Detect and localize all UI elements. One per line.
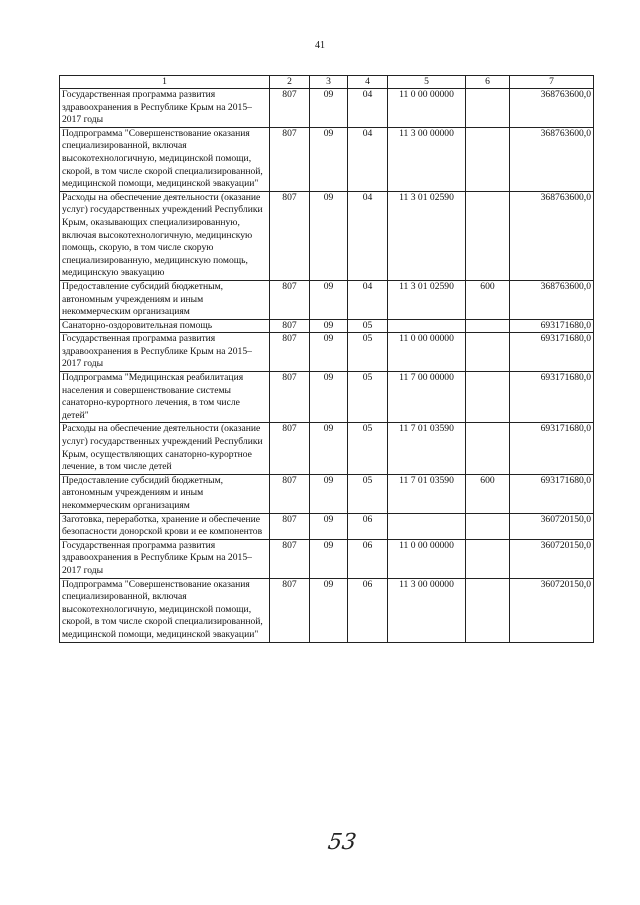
row-amount-cell: 693171680,0 [510, 333, 594, 372]
header-col-7: 7 [510, 76, 594, 89]
row-amount-cell: 360720150,0 [510, 578, 594, 642]
row-col-5-cell: 11 0 00 00000 [388, 89, 466, 128]
row-col-6-cell [466, 372, 510, 423]
row-col-2-cell: 807 [270, 372, 310, 423]
table-row [60, 372, 594, 423]
row-col-6-cell: 600 [466, 474, 510, 513]
table-row [60, 191, 594, 280]
row-col-2-cell: 807 [270, 423, 310, 474]
row-col-5-cell [388, 319, 466, 333]
row-col-5-cell: 11 0 00 00000 [388, 539, 466, 578]
row-col-6-cell [466, 191, 510, 280]
row-name-cell: Государственная программа развития здравоохранения в Республике Крым на 2015–2017 годы [60, 539, 270, 578]
row-amount-cell: 360720150,0 [510, 539, 594, 578]
row-col-5-cell: 11 7 01 03590 [388, 423, 466, 474]
row-col-6-cell [466, 578, 510, 642]
row-col-3-cell: 09 [310, 423, 348, 474]
header-col-4: 4 [348, 76, 388, 89]
table-row [60, 89, 594, 128]
row-col-5-cell: 11 3 00 00000 [388, 578, 466, 642]
row-col-3-cell: 09 [310, 89, 348, 128]
row-col-4-cell: 04 [348, 89, 388, 128]
table-row [60, 423, 594, 474]
row-col-3-cell: 09 [310, 578, 348, 642]
row-col-2-cell: 807 [270, 280, 310, 319]
row-name-cell: Предоставление субсидий бюджетным, автономным учреждениям и иным некоммерческим организациям [60, 474, 270, 513]
row-col-2-cell: 807 [270, 191, 310, 280]
row-col-5-cell: 11 7 00 00000 [388, 372, 466, 423]
row-col-6-cell [466, 127, 510, 191]
page-number: 41 [315, 40, 325, 51]
table-header-row [60, 76, 594, 89]
row-name-cell: Подпрограмма "Медицинская реабилитация населения и совершенствование системы санаторно-курортного лечения, в том числе детей" [60, 372, 270, 423]
row-col-4-cell: 05 [348, 333, 388, 372]
row-col-3-cell: 09 [310, 191, 348, 280]
table-row [60, 539, 594, 578]
table-row [60, 333, 594, 372]
row-col-3-cell: 09 [310, 319, 348, 333]
header-col-5: 5 [388, 76, 466, 89]
table-row [60, 513, 594, 539]
table-row [60, 319, 594, 333]
row-amount-cell: 693171680,0 [510, 423, 594, 474]
row-amount-cell: 368763600,0 [510, 89, 594, 128]
budget-table [59, 75, 594, 643]
row-col-4-cell: 06 [348, 513, 388, 539]
row-col-5-cell [388, 513, 466, 539]
row-col-5-cell: 11 3 00 00000 [388, 127, 466, 191]
row-col-6-cell [466, 539, 510, 578]
row-col-4-cell: 05 [348, 372, 388, 423]
row-name-cell: Расходы на обеспечение деятельности (оказание услуг) государственных учреждений Республики Крым, оказывающих специализированную, включая высокотехнологичную, медицинскую помощь, скорую, в том числе скорую специализированную, медицинскую помощь, медицинскую эвакуацию [60, 191, 270, 280]
row-amount-cell: 360720150,0 [510, 513, 594, 539]
row-col-2-cell: 807 [270, 333, 310, 372]
row-name-cell: Государственная программа развития здравоохранения в Республике Крым на 2015–2017 годы [60, 333, 270, 372]
table-body [60, 89, 594, 643]
row-col-2-cell: 807 [270, 319, 310, 333]
row-amount-cell: 693171680,0 [510, 319, 594, 333]
table-row [60, 280, 594, 319]
row-amount-cell: 368763600,0 [510, 127, 594, 191]
row-name-cell: Государственная программа развития здравоохранения в Республике Крым на 2015–2017 годы [60, 89, 270, 128]
row-col-6-cell [466, 333, 510, 372]
row-col-2-cell: 807 [270, 89, 310, 128]
row-col-2-cell: 807 [270, 513, 310, 539]
row-col-4-cell: 05 [348, 474, 388, 513]
row-col-3-cell: 09 [310, 280, 348, 319]
row-amount-cell: 693171680,0 [510, 372, 594, 423]
row-col-2-cell: 807 [270, 474, 310, 513]
row-col-4-cell: 04 [348, 191, 388, 280]
row-name-cell: Заготовка, переработка, хранение и обеспечение безопасности донорской крови и ее компонентов [60, 513, 270, 539]
row-name-cell: Санаторно-оздоровительная помощь [60, 319, 270, 333]
row-col-5-cell: 11 7 01 03590 [388, 474, 466, 513]
row-col-4-cell: 05 [348, 423, 388, 474]
row-col-2-cell: 807 [270, 578, 310, 642]
row-col-6-cell [466, 513, 510, 539]
row-col-6-cell [466, 423, 510, 474]
header-col-2: 2 [270, 76, 310, 89]
handwritten-page-number: 53 [326, 830, 358, 855]
row-col-4-cell: 04 [348, 127, 388, 191]
table-row [60, 578, 594, 642]
row-col-3-cell: 09 [310, 474, 348, 513]
row-col-3-cell: 09 [310, 539, 348, 578]
row-col-3-cell: 09 [310, 513, 348, 539]
row-name-cell: Предоставление субсидий бюджетным, автономным учреждениям и иным некоммерческим организациям [60, 280, 270, 319]
row-amount-cell: 368763600,0 [510, 280, 594, 319]
row-col-6-cell [466, 89, 510, 128]
row-col-4-cell: 06 [348, 578, 388, 642]
row-col-2-cell: 807 [270, 127, 310, 191]
row-col-6-cell: 600 [466, 280, 510, 319]
row-col-5-cell: 11 3 01 02590 [388, 191, 466, 280]
table-row [60, 127, 594, 191]
header-col-3: 3 [310, 76, 348, 89]
row-col-3-cell: 09 [310, 372, 348, 423]
row-name-cell: Подпрограмма "Совершенствование оказания специализированной, включая высокотехнологичную, медицинской помощи, скорой, в том числе скорой специализированной, медицинской помощи, медицинской эвакуации" [60, 127, 270, 191]
row-col-5-cell: 11 3 01 02590 [388, 280, 466, 319]
row-col-4-cell: 04 [348, 280, 388, 319]
header-col-1: 1 [60, 76, 270, 89]
table-row [60, 474, 594, 513]
header-col-6: 6 [466, 76, 510, 89]
row-name-cell: Расходы на обеспечение деятельности (оказание услуг) государственных учреждений Республики Крым, осуществляющих санаторно-курортное лечение, в том числе детей [60, 423, 270, 474]
row-name-cell: Подпрограмма "Совершенствование оказания специализированной, включая высокотехнологичную, медицинской помощи, скорой, в том числе скорой специализированной, медицинской помощи, медицинской эвакуации" [60, 578, 270, 642]
row-col-5-cell: 11 0 00 00000 [388, 333, 466, 372]
row-col-3-cell: 09 [310, 127, 348, 191]
row-col-4-cell: 06 [348, 539, 388, 578]
row-amount-cell: 368763600,0 [510, 191, 594, 280]
row-col-3-cell: 09 [310, 333, 348, 372]
row-col-4-cell: 05 [348, 319, 388, 333]
row-amount-cell: 693171680,0 [510, 474, 594, 513]
row-col-2-cell: 807 [270, 539, 310, 578]
row-col-6-cell [466, 319, 510, 333]
